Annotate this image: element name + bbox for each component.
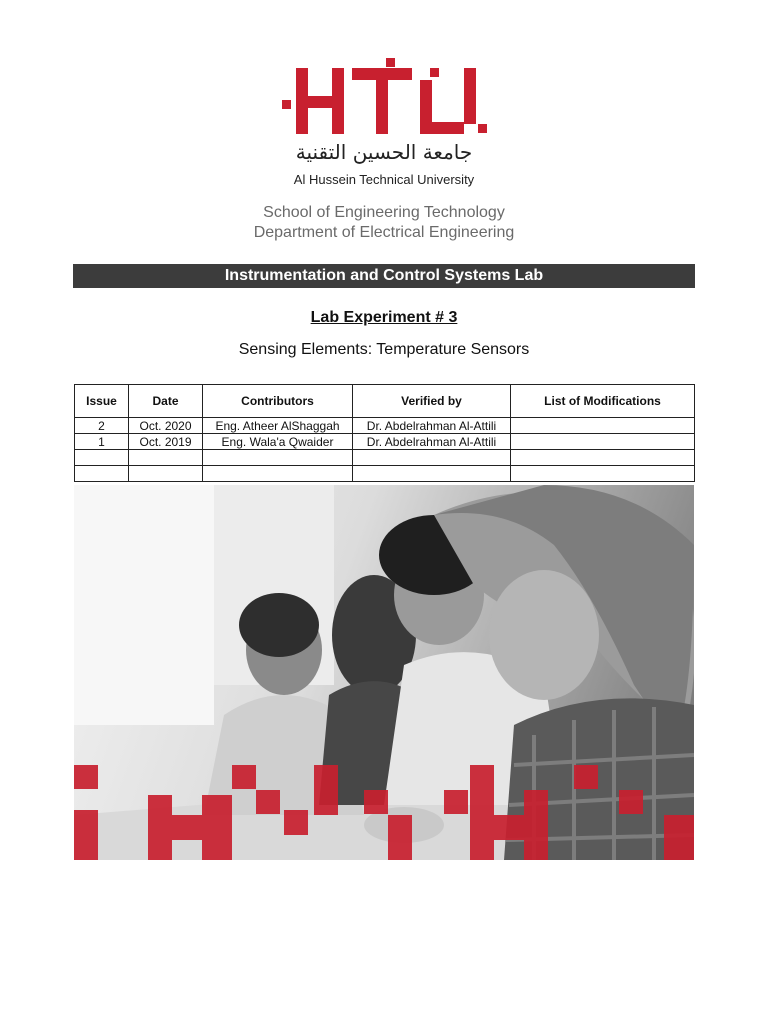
cell-verified-by: Dr. Abdelrahman Al-Attili [353, 434, 511, 450]
experiment-title: Lab Experiment # 3 [310, 309, 458, 326]
cell-contributors [203, 466, 353, 482]
university-english-name: Al Hussein Technical University [293, 172, 475, 187]
cell-contributors [203, 450, 353, 466]
htu-logo [280, 58, 492, 138]
cell-date [129, 466, 203, 482]
cell-issue: 1 [75, 434, 129, 450]
header-contributors: Contributors [203, 385, 353, 418]
cell-verified-by [353, 450, 511, 466]
cell-modifications [511, 466, 695, 482]
table-row [75, 418, 695, 434]
header-verified-by: Verified by [353, 385, 511, 418]
cell-verified-by: Dr. Abdelrahman Al-Attili [353, 418, 511, 434]
cell-issue [75, 450, 129, 466]
cell-modifications [511, 418, 695, 434]
experiment-subtitle: Sensing Elements: Temperature Sensors [238, 341, 530, 358]
header-issue: Issue [75, 385, 129, 418]
cell-issue [75, 466, 129, 482]
cell-date [129, 450, 203, 466]
cell-modifications [511, 450, 695, 466]
university-arabic-name: جامعة الحسين التقنية [295, 140, 473, 164]
school-name: School of Engineering Technology [263, 204, 505, 221]
students-photo [74, 485, 694, 860]
table-row [75, 466, 695, 482]
issue-table [74, 384, 695, 482]
header-date: Date [129, 385, 203, 418]
cell-date: Oct. 2020 [129, 418, 203, 434]
lab-title-banner: Instrumentation and Control Systems Lab [73, 264, 695, 288]
cell-contributors: Eng. Wala'a Qwaider [203, 434, 353, 450]
cell-issue: 2 [75, 418, 129, 434]
table-header-row [75, 385, 695, 418]
cell-modifications [511, 434, 695, 450]
header-modifications: List of Modifications [511, 385, 695, 418]
department-name: Department of Electrical Engineering [253, 224, 515, 241]
cell-contributors: Eng. Atheer AlShaggah [203, 418, 353, 434]
table-row [75, 450, 695, 466]
table-row [75, 434, 695, 450]
photo-illustration [74, 485, 694, 860]
cell-date: Oct. 2019 [129, 434, 203, 450]
cell-verified-by [353, 466, 511, 482]
